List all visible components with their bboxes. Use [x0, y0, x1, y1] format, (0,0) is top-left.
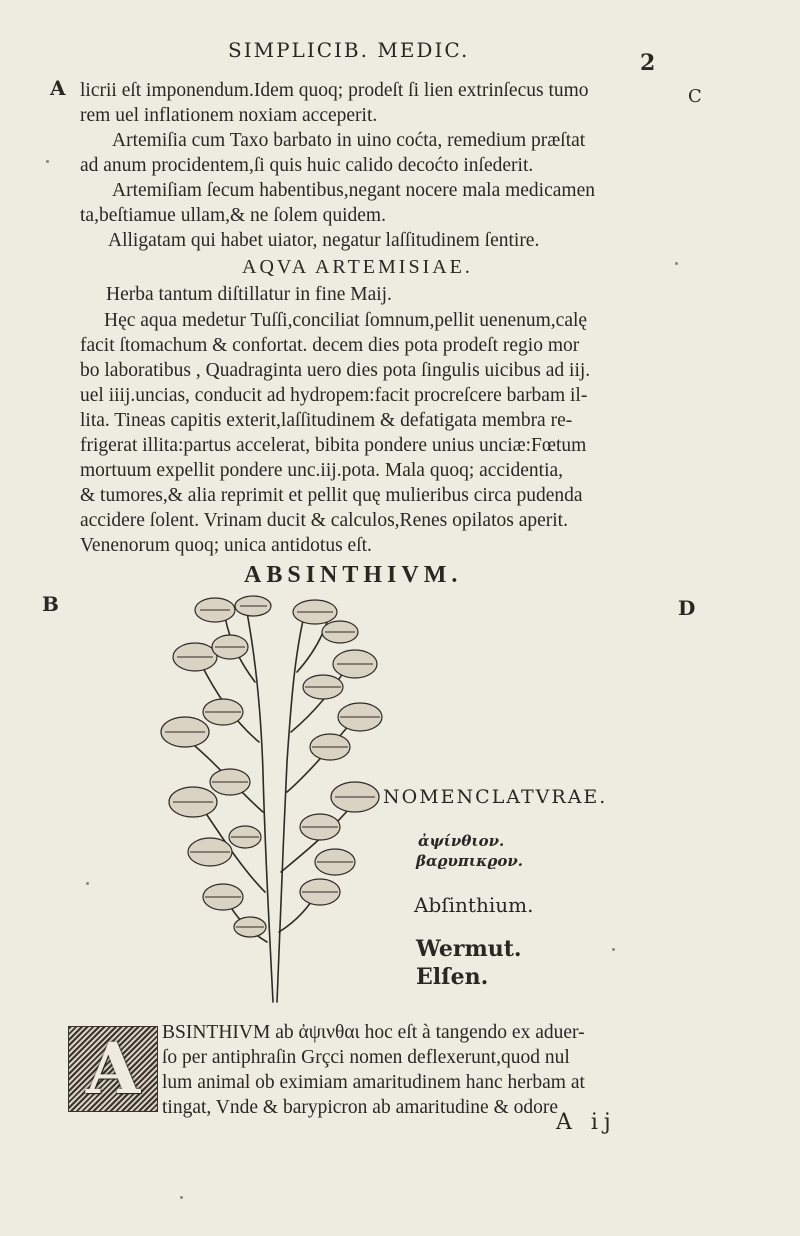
margin-letter-a: A — [50, 76, 66, 100]
text-line: Alligatam qui habet uiator, negatur laſſitudinem ſentire. — [108, 230, 540, 251]
wormwood-woodcut-illustration — [155, 592, 385, 1012]
text-line: lum animal ob eximiam amaritudinem hanc herbam at — [162, 1072, 585, 1093]
text-line: tingat, Vnde & barypicron ab amaritudine & odore — [162, 1097, 559, 1118]
text-line: rem uel inflationem noxiam acceperit. — [80, 105, 378, 126]
text-line: ad anum procidentem,ſi quis huic calido decoćto inſederit. — [80, 155, 534, 176]
text-line: Hęc aqua medetur Tuſſi,conciliat ſomnum,pellit uenenum,calę — [104, 310, 588, 331]
initial-letter: A — [85, 1027, 141, 1110]
decorated-initial — [68, 1026, 158, 1112]
heading-absinthium: ABSINTHIVM. — [244, 562, 463, 588]
signature-mark: A ij — [556, 1110, 617, 1135]
text-line: Artemiſiam ſecum habentibus,negant nocere mala medicamen — [112, 180, 595, 201]
text-line: lita. Tineas capitis exterit,laſſitudinem & defatigata membra re- — [80, 410, 573, 431]
text-line: uel iiij.uncias, conducit ad hydropem:facit procreſcere barbam il- — [80, 385, 588, 406]
page-number: 2 — [640, 50, 656, 76]
text-line: ta,beſtiamue ullam,& ne ſolem quidem. — [80, 205, 386, 226]
latin-name: Abſinthium. — [414, 893, 534, 917]
german-name-2: Elſen. — [416, 964, 489, 990]
running-title: SIMPLICIB. MEDIC. — [228, 38, 470, 62]
text-line: accidere ſolent. Vrinam ducit & calculos,Renes opilatos aperit. — [80, 510, 568, 531]
greek-name-2: βαϱυπικϱον. — [416, 852, 523, 870]
text-line: licrii eſt imponendum.Idem quoq; prodeſt ſi lien extrinſecus tumo — [80, 80, 589, 101]
text-line: Herba tantum diſtillatur in fine Maij. — [106, 284, 392, 305]
paper-speck — [675, 262, 678, 265]
text-line: BSINTHIVM ab ἀψινθαι hoc eſt à tangendo ex aduer- — [162, 1022, 585, 1043]
nomenclature-title: NOMENCLATVRAE. — [383, 786, 608, 808]
greek-name-1: ἀψίνθιον. — [418, 832, 505, 850]
margin-letter-c: C — [688, 86, 702, 107]
text-line: & tumores,& alia reprimit et pellit quę mulieribus circa pudenda — [80, 485, 583, 506]
text-line: Venenorum quoq; unica antidotus eſt. — [80, 535, 372, 556]
text-line: ſo per antiphraſin Grçci nomen deflexerunt,quod nul — [162, 1047, 570, 1068]
text-line: frigerat illita:partus accelerat, bibita pondere unius unciæ:Fœtum — [80, 435, 587, 456]
text-line: bo laboratibus , Quadraginta uero dies pota ſingulis uicibus ad iij. — [80, 360, 591, 381]
margin-letter-b: B — [42, 592, 59, 616]
paper-speck — [46, 160, 49, 163]
text-line: facit ſtomachum & confortat. decem dies pota prodeſt regio mor — [80, 335, 580, 356]
german-name-1: Wermut. — [416, 936, 522, 962]
heading-aqua-artemisiae: AQVA ARTEMISIAE. — [242, 256, 473, 278]
paper-speck — [612, 948, 615, 951]
text-line: Artemiſia cum Taxo barbato in uino coćta, remedium præſtat — [112, 130, 586, 151]
margin-letter-d: D — [678, 596, 696, 620]
paper-speck — [180, 1196, 183, 1199]
paper-speck — [86, 882, 89, 885]
text-line: mortuum expellit pondere unc.iij.pota. Mala quoq; accidentia, — [80, 460, 564, 481]
